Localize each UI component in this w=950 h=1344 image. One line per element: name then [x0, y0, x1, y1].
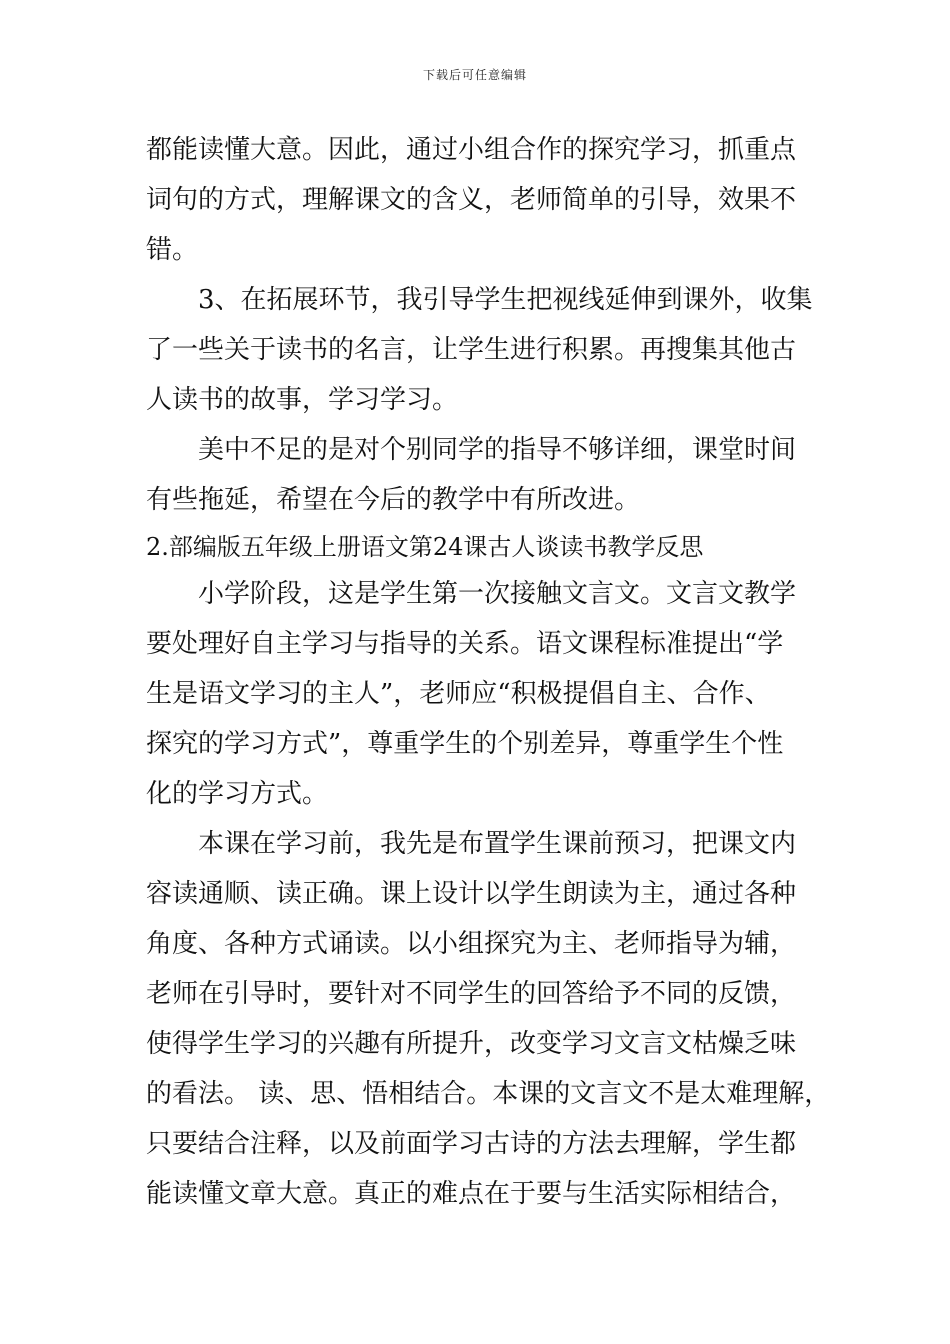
text-line: 人读书的故事，学习学习。 — [146, 385, 459, 415]
text-line: 词句的方式，理解课文的含义，老师简单的引导，效果不 — [146, 185, 797, 215]
text-line: 错。 — [146, 235, 199, 265]
text-line: 都能读懂大意。因此，通过小组合作的探究学习，抓重点 — [146, 135, 797, 165]
text-line: 的看法。 读、思、悟相结合。本课的文言文不是太难理解， — [146, 1079, 831, 1109]
text-line: 要处理好自主学习与指导的关系。语文课程标准提出“学 — [146, 629, 784, 659]
text-line: 生是语文学习的主人”，老师应“积极提倡自主、合作、 — [146, 679, 771, 709]
text-line: 有些拖延，希望在今后的教学中有所改进。 — [146, 485, 641, 515]
document-body — [146, 125, 831, 1219]
text-line: 小学阶段，这是学生第一次接触文言文。文言文教学 — [198, 579, 797, 609]
text-line: 容读通顺、读正确。课上设计以学生朗读为主，通过各种 — [146, 879, 797, 909]
text-line: 本课在学习前，我先是布置学生课前预习，把课文内 — [198, 829, 797, 859]
page-header: 下载后可任意编辑 — [422, 68, 527, 82]
text-line: 美中不足的是对个别同学的指导不够详细，课堂时间 — [198, 435, 797, 465]
text-line: 老师在引导时，要针对不同学生的回答给予不同的反馈， — [146, 979, 797, 1009]
text-line: 探究的学习方式”，尊重学生的个别差异，尊重学生个性 — [146, 729, 784, 759]
text-line: 化的学习方式。 — [146, 779, 329, 809]
text-line: 角度、各种方式诵读。以小组探究为主、老师指导为辅， — [146, 929, 797, 959]
text-line: 3、在拓展环节，我引导学生把视线延伸到课外，收集 — [198, 285, 813, 315]
section-heading: 2.部编版五年级上册语文第24课古人谈读书教学反思 — [146, 533, 704, 561]
text-line: 能读懂文章大意。真正的难点在于要与生活实际相结合， — [146, 1179, 797, 1209]
text-line: 使得学生学习的兴趣有所提升，改变学习文言文枯燥乏味 — [146, 1029, 797, 1059]
text-line: 只要结合注释，以及前面学习古诗的方法去理解，学生都 — [146, 1129, 797, 1159]
text-line: 了一些关于读书的名言，让学生进行积累。再搜集其他古 — [146, 335, 797, 365]
